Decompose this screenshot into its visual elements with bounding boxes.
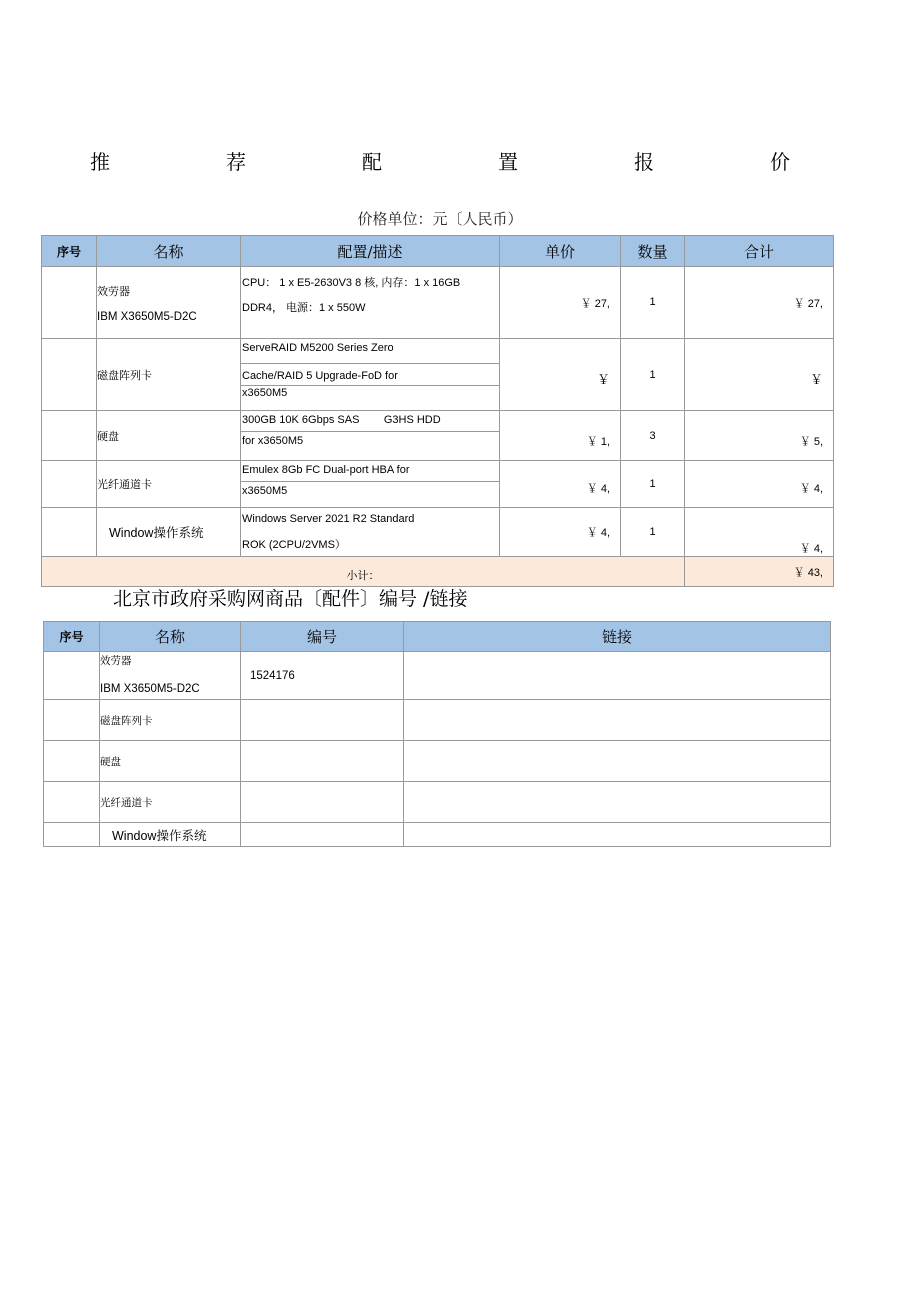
unit-price-cell: ￥ 4,: [500, 461, 621, 508]
desc-line: CPU： 1 x E5-2630V3 8 核, 内存：1 x 16GB: [242, 277, 461, 289]
name-cell: Window操作系统: [97, 508, 241, 557]
unit-price-cell: ￥ 1,: [500, 411, 621, 461]
header-seq: 序号: [42, 236, 97, 267]
page-title: [80, 146, 800, 175]
table-row: [44, 652, 831, 700]
seq-cell: [42, 267, 97, 339]
qty-cell: 1: [621, 339, 685, 411]
link-section-title: 北京市政府采购网商品〔配件〕编号 /链接: [113, 588, 468, 610]
subtotal-label: 小计：: [42, 557, 685, 587]
header-unit-price: 单价: [500, 236, 621, 267]
quote-table: [41, 235, 834, 587]
desc-line: x3650M5: [242, 485, 288, 497]
header-name: 名称: [97, 236, 241, 267]
seq-cell: [44, 700, 100, 741]
unit-price-cell: ￥ 4,: [500, 508, 621, 557]
header-config: 配置/描述: [241, 236, 500, 267]
total-cell: ￥ 27,: [685, 267, 834, 339]
title-char: 置: [498, 150, 518, 174]
title-char: 荐: [226, 150, 246, 174]
desc-cell: [241, 508, 500, 557]
seq-cell: [42, 411, 97, 461]
seq-cell: [42, 339, 97, 411]
header-name: 名称: [100, 622, 241, 652]
qty-cell: 1: [621, 508, 685, 557]
price-unit-note: 价格单位：元〔人民币）: [357, 210, 523, 228]
name-cell: 磁盘阵列卡: [100, 700, 241, 741]
table-row: [44, 741, 831, 782]
name-cell: 硬盘: [97, 411, 241, 461]
code-cell: 1524176: [241, 652, 404, 700]
seq-cell: [44, 741, 100, 782]
desc-cell: [241, 461, 500, 508]
table-row: [42, 461, 834, 508]
subtotal-value: ￥ 43,: [685, 557, 834, 587]
total-cell: ￥ 5,: [685, 411, 834, 461]
code-cell: [241, 741, 404, 782]
table-row: [44, 782, 831, 823]
desc-line: Windows Server 2021 R2 Standard: [242, 513, 415, 525]
desc-line: Emulex 8Gb FC Dual-port HBA for: [241, 461, 499, 482]
desc-line: Cache/RAID 5 Upgrade-FoD for: [241, 364, 499, 386]
header-link: 链接: [404, 622, 831, 652]
link-cell[interactable]: [404, 652, 831, 700]
code-cell: [241, 700, 404, 741]
header-seq: 序号: [44, 622, 100, 652]
title-char: 报: [634, 150, 654, 174]
name-cell: Window操作系统: [100, 823, 241, 847]
link-header-row: [44, 622, 831, 652]
header-qty: 数量: [621, 236, 685, 267]
desc-line: 300GB 10K 6Gbps SAS G3HS HDD: [241, 411, 499, 432]
header-total: 合计: [685, 236, 834, 267]
total-cell: ￥ 4,: [685, 461, 834, 508]
title-char: 价: [770, 150, 790, 174]
code-cell: [241, 782, 404, 823]
qty-cell: 1: [621, 267, 685, 339]
table-row: [44, 823, 831, 847]
link-cell[interactable]: [404, 823, 831, 847]
name-line: 效劳器: [97, 285, 130, 298]
table-row: [42, 508, 834, 557]
qty-cell: 1: [621, 461, 685, 508]
desc-cell: [241, 411, 500, 461]
total-cell: ￥: [685, 339, 834, 411]
unit-price-cell: ￥: [500, 339, 621, 411]
unit-price-cell: ￥ 27,: [500, 267, 621, 339]
subtotal-row: [42, 557, 834, 587]
name-line: IBM X3650M5-D2C: [100, 683, 200, 695]
table-row: [42, 411, 834, 461]
link-table: [43, 621, 831, 847]
desc-cell: [241, 267, 500, 339]
seq-cell: [42, 461, 97, 508]
code-cell: [241, 823, 404, 847]
table-row: [44, 700, 831, 741]
name-cell: 光纤通道卡: [100, 782, 241, 823]
link-cell[interactable]: [404, 741, 831, 782]
desc-line: x3650M5: [242, 387, 288, 399]
name-cell: [100, 652, 241, 700]
seq-cell: [42, 508, 97, 557]
seq-cell: [44, 652, 100, 700]
name-line: 效劳器: [100, 655, 132, 667]
title-char: 配: [362, 150, 382, 174]
link-cell[interactable]: [404, 782, 831, 823]
total-cell: ￥ 4,: [685, 508, 834, 557]
quote-header-row: [42, 236, 834, 267]
desc-line: DDR4， 电源：1 x 550W: [242, 302, 366, 314]
name-cell: 光纤通道卡: [97, 461, 241, 508]
seq-cell: [44, 823, 100, 847]
desc-line: ServeRAID M5200 Series Zero: [241, 339, 499, 364]
title-char: 推: [90, 150, 110, 174]
name-cell: 硬盘: [100, 741, 241, 782]
desc-cell: [241, 339, 500, 411]
name-cell: 磁盘阵列卡: [97, 339, 241, 411]
desc-line: for x3650M5: [242, 435, 304, 447]
seq-cell: [44, 782, 100, 823]
header-code: 编号: [241, 622, 404, 652]
name-line: IBM X3650M5-D2C: [97, 310, 197, 323]
qty-cell: 3: [621, 411, 685, 461]
table-row: [42, 267, 834, 339]
desc-line: ROK (2CPU/2VMS）: [242, 539, 346, 551]
name-cell: [97, 267, 241, 339]
table-row: [42, 339, 834, 411]
link-cell[interactable]: [404, 700, 831, 741]
